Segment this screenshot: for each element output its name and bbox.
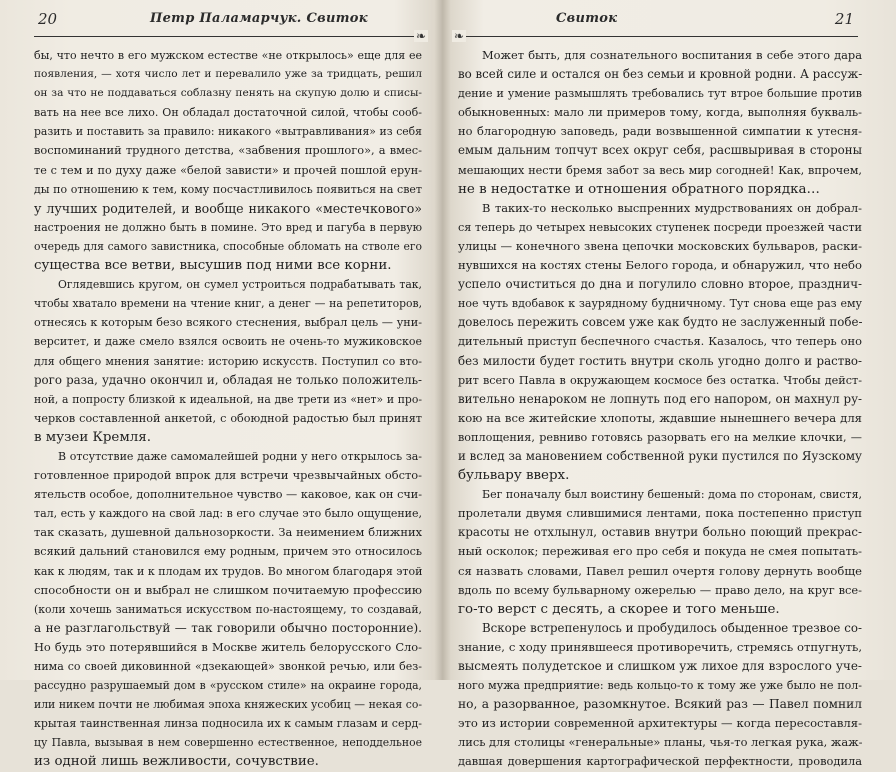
text-line: разить и поставить за правило: никакого «вытравливания» из себя — [34, 125, 422, 139]
ornament-icon: ❧ — [415, 29, 426, 43]
text-line: вительно ненароком не лопнуть под его напором, он махнул ру- — [458, 391, 862, 406]
left-running-head: Петр Паламарчук. Свиток — [150, 11, 368, 26]
text-line: В таких-то несколько выспренних мудрствованиях он добрал- — [482, 200, 862, 215]
text-line: а не разглагольствуй — так говорили обычно посторонние). — [34, 620, 422, 635]
text-line: дение и умение размышлять требовались тут втрое большие против — [458, 87, 862, 101]
text-line: готовленное природой впрок для встречи чрезвычайных обсто- — [34, 468, 422, 483]
text-line: ды по отношению к тем, кому посчастливилось появиться на свет — [34, 182, 422, 196]
text-line: как к людям, так и к плодам их трудов. Во многом благодаря этой — [34, 564, 422, 578]
text-line: высмеять полудетское и слишком уж лихое для взрослого уче- — [458, 659, 862, 673]
text-line: ной, а попросту близкой к идеальной, на две трети из «нет» и про- — [34, 392, 422, 406]
text-line: верситет, и даже смело взялся освоить не очень-то мужиковское — [34, 335, 422, 349]
text-line: Вскоре встрепенулось и пробудилось обыденное трезвое со- — [482, 620, 862, 635]
text-line: без милости будет гостить внутри сколь угодно долго и раство- — [458, 353, 862, 368]
text-line: Бег поначалу был воистину бешеный: дома по сторонам, свистя, — [482, 488, 862, 502]
text-line: красоты не отхлынул, оставив внутри больно поющий прекрас- — [458, 525, 862, 540]
text-line: он за что не поддаваться соблазну пенять на скупую долю и списы- — [34, 87, 422, 100]
text-line: обыкновенных: мало ли примеров тому, когда, выполняя букваль- — [458, 105, 862, 120]
text-line: цу Павла, вызывая в нем совершенно естественное, неподдельное — [34, 736, 422, 750]
text-line: во всей силе и остался он без семьи и кровной родни. А рассуж- — [458, 67, 862, 82]
right-running-head: Свиток — [556, 11, 618, 26]
text-line: для общего мнения занятие: историю искусств. Поступил со вто- — [34, 354, 422, 368]
text-line: воплощения, ревниво готовясь разорвать его на мелкие клочки, — — [458, 430, 862, 444]
text-line: нима со своей диковинной «дзекающей» звонкой речью, или без- — [34, 660, 422, 673]
left-page-number: 20 — [38, 10, 58, 28]
text-line: отнесясь к которым безо всякого стеснения, выбрал цель — уни- — [34, 316, 422, 330]
right-body-text — [458, 46, 862, 772]
text-line: бы, что нечто в его мужском естестве «не открылось» еще для ее — [34, 49, 422, 62]
right-header-rule — [454, 29, 858, 43]
text-line: но, а разорванное, разомкнутое. Всякий раз — Павел помнил — [458, 697, 862, 712]
left-page — [0, 0, 438, 770]
text-line: В отсутствие даже самомалейшей родни у него открылось за- — [58, 449, 422, 463]
text-line: это из истории современной архитектуры — когда пересоставля- — [458, 716, 862, 731]
text-line: Оглядевшись кругом, он сумел устроиться подрабатывать так, — [58, 278, 422, 292]
text-line: кою на все житейские хлопоты, ждавшие нынешнего вечера для — [458, 410, 862, 425]
text-line: способности он и выбрал не слишком почитаемую профессию — [34, 582, 422, 597]
text-line: лись для столицы «генеральные» планы, чья-то легкая рука, жаж- — [458, 735, 862, 750]
text-line: очередь для самого завистника, способные обломать на стволе его — [34, 239, 422, 253]
text-line: Но будь это потерявшийся в Москве житель белорусского Сло- — [34, 639, 422, 654]
text-line: черков составленной анкетой, с обоюдной радостью был принят — [34, 411, 422, 425]
text-line: бульвару вверх. — [458, 468, 570, 484]
text-line: ятельств особое, дополнительное чувство — каковое, как он счи- — [34, 488, 422, 502]
text-line: дительный приступ беспечного счастья. Казалось, что теперь оно — [458, 334, 862, 349]
text-line: довелось пережить совсем уже как будто не заслуженный побе- — [458, 315, 862, 330]
text-line: емым дальним топчут всех округ себя, расшвыривая в стороны — [458, 143, 862, 158]
text-line: из одной лишь вежливости, сочувствие. — [34, 754, 319, 770]
text-line: рого раза, удачно окончил и, обладая не только положитель- — [34, 372, 422, 387]
text-line: нувшихся на костях стены Белого города, и обнаружил, что небо — [458, 258, 862, 273]
text-line: Может быть, для сознательного воспитания в себе этого дара — [482, 48, 862, 62]
text-line: ное чуть вдобавок к заурядному будничному. Тут снова еще раз ему — [458, 297, 862, 311]
text-line: крытая таинственная линза подносила их к самым глазам и серд- — [34, 717, 422, 731]
text-line: появления, — хотя число лет и перевалило уже за тридцать, решил — [34, 68, 422, 81]
left-body-text — [34, 46, 422, 772]
text-line: мешающих нести бремя забот за весь мир согодней! Как, впрочем, — [458, 163, 862, 177]
text-line: рит всего Павла в окружающем космосе без остатка. Чтобы дейст- — [458, 373, 862, 387]
text-line: ся назвать словами, Павел решил очертя голову дернуть вообще — [458, 563, 862, 578]
text-line: чтобы хватало времени на чтение книг, а денег — на репетиторов, — [34, 297, 422, 311]
text-line: вать на нее все лихо. Он обладал достаточной силой, чтобы сооб- — [34, 106, 422, 120]
text-line: существа все ветви, высушив под ними все корни. — [34, 258, 392, 274]
right-running-header — [460, 10, 854, 32]
ornament-icon: ❧ — [454, 29, 465, 43]
text-line: рассудно разрушаемый дом в «русском стиле» на окраине города, — [34, 679, 422, 693]
text-line: ный осколок; переживая его про себя и покуда не смея попытать- — [458, 544, 862, 559]
text-line: воспоминаний трудного детства, «забвения прошлого», а вмес- — [34, 143, 422, 158]
text-line: всякий дальний становился ему родным, причем это относилось — [34, 545, 422, 559]
text-line: пролетали двумя слившимися лентами, пока постепенно приступ — [458, 506, 862, 521]
text-line: ся теперь до четырех невысоких ступенек посреди проезжей части — [458, 220, 862, 234]
text-line: в музеи Кремля. — [34, 429, 151, 445]
right-page-number: 21 — [834, 10, 854, 28]
text-line: у лучших родителей, и вообще никакого «местечкового» — [34, 200, 422, 216]
right-page — [454, 0, 896, 769]
text-line: улицы — конечного звена цепочки московских бульваров, раски- — [458, 238, 862, 253]
text-line: или никем почти не любимая эпоха княжеских усобиц — некая со- — [34, 698, 422, 712]
text-line: го-то верст с десять, а скорее и того меньше. — [458, 601, 780, 617]
text-line: тал, есть у каждого на свой лад: в его случае это было ощущение, — [34, 507, 422, 521]
text-line: настроения не должно быть в помине. Это вред и пагуба в первую — [34, 220, 422, 234]
text-line: (коли хочешь заниматься искусством по-настоящему, то создавай, — [34, 602, 422, 616]
text-line: давшая довершения картографической перфектности, проводила — [458, 754, 862, 769]
text-line: знание, с ходу принявшееся противоречить, стремясь отпугнуть, — [458, 639, 862, 654]
text-line: те с тем и по духу даже «белой зависти» и прочей пошлой ерун- — [34, 163, 422, 177]
text-line: успело очиститься до дна и погулило словно второе, празднич- — [458, 277, 862, 292]
text-line: ного мужа предприятие: ведь кольцо-то к тому же уже было не пол- — [458, 679, 862, 693]
left-header-rule — [34, 29, 426, 43]
text-line: и вслед за мановением собственной руки пустился по Яузскому — [458, 448, 862, 463]
left-running-header — [38, 10, 418, 32]
text-line: вдоль по всему бульварному ожерелью — право дело, на круг все- — [458, 582, 862, 597]
text-line: но благородную заповедь, ради возвышенной симпатии к утесня- — [458, 124, 862, 139]
text-line: так сказать, душевной дальнозоркости. За неимением ближних — [34, 525, 422, 540]
text-line: не в недостатке и отношения обратного порядка… — [458, 181, 820, 197]
